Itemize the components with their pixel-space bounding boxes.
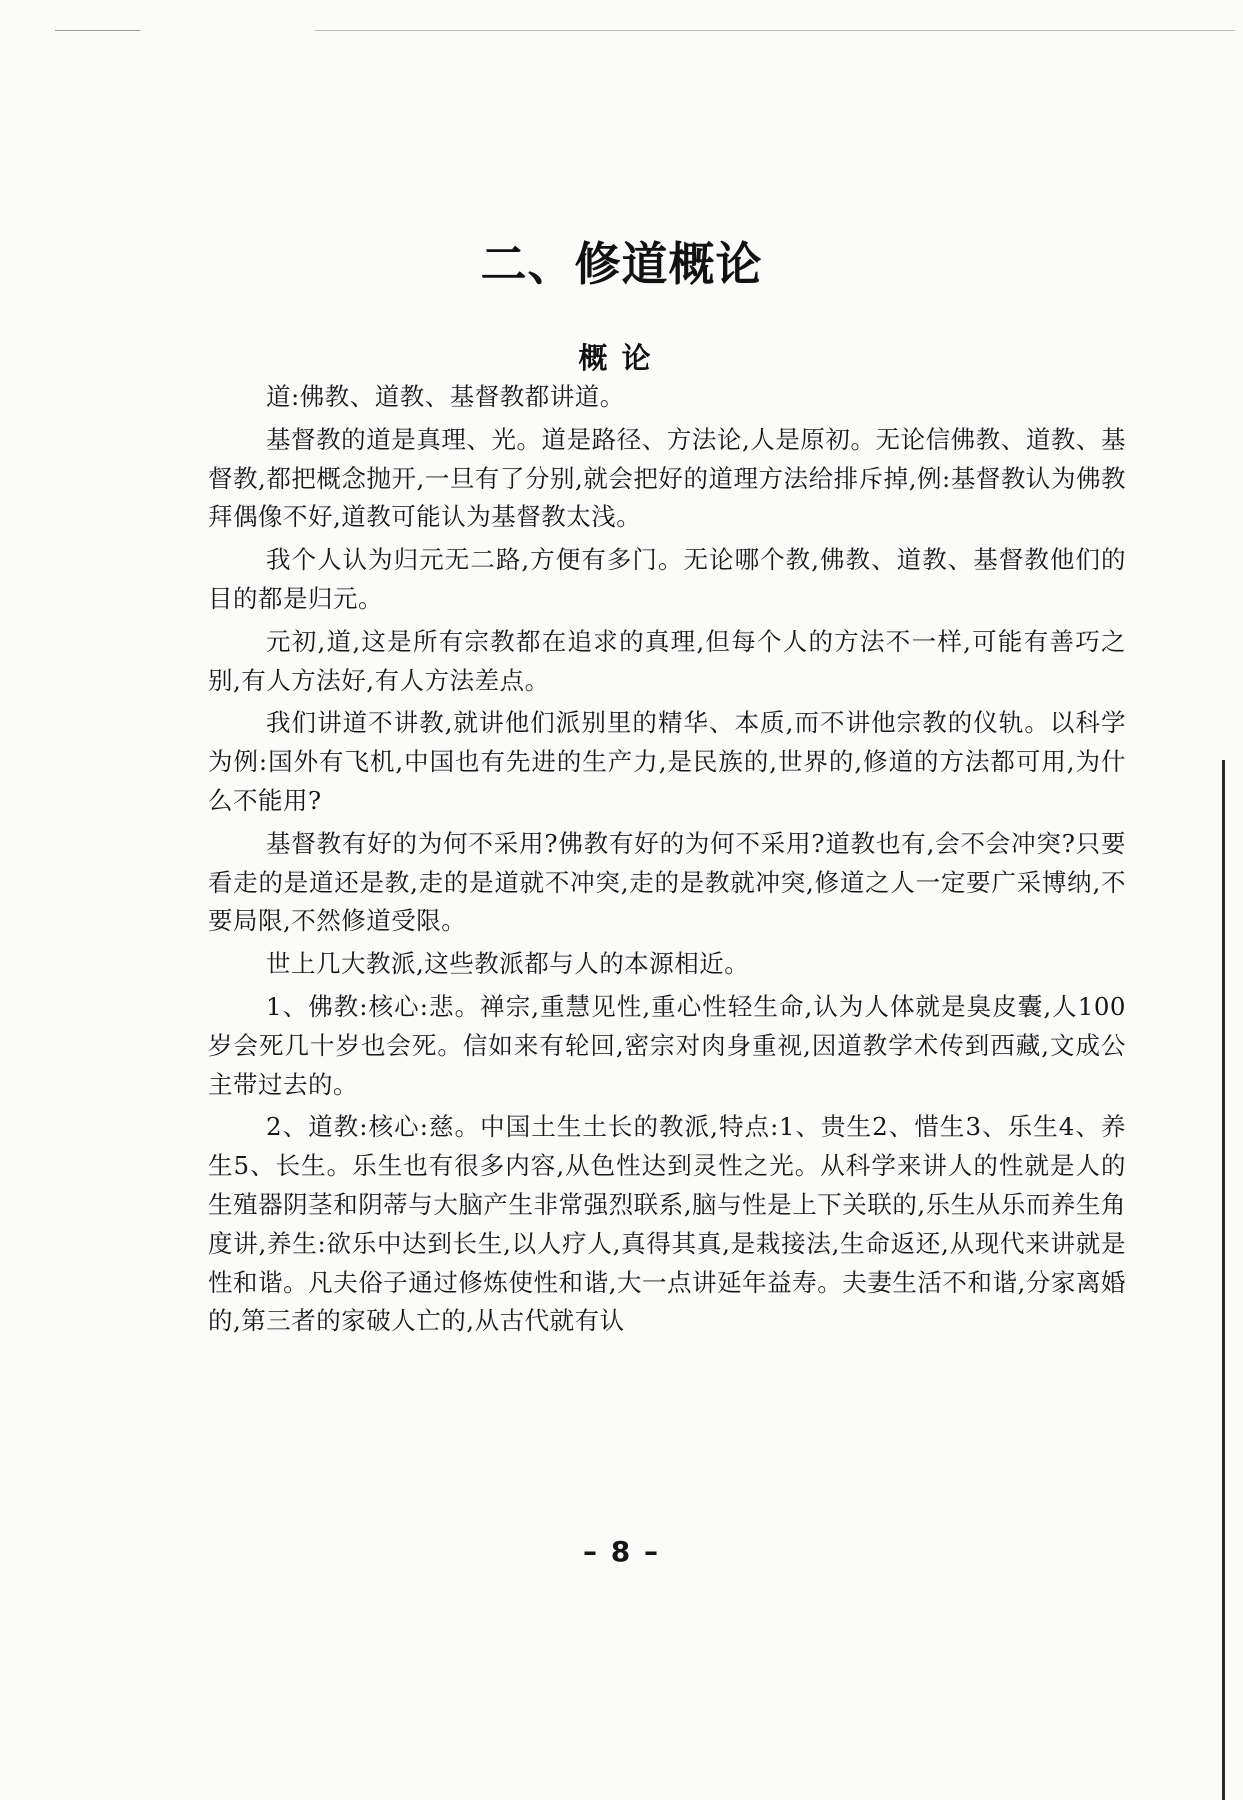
paragraph: 我个人认为归元无二路,方便有多门。无论哪个教,佛教、道教、基督教他们的目的都是归元。: [208, 545, 1126, 613]
scan-artifact-line: [55, 30, 1235, 31]
scan-artifact-edge: [1222, 760, 1225, 1800]
section-title: 概论: [578, 341, 665, 375]
paragraph: 1、佛教:核心:悲。禅宗,重慧见性,重心性轻生命,认为人体就是臭皮囊,人100岁会死几十岁也会死。信如来有轮回,密宗对肉身重视,因道教学术传到西藏,文成公主带过去的。: [208, 991, 1126, 1099]
paragraph: 我们讲道不讲教,就讲他们派别里的精华、本质,而不讲他宗教的仪轨。以科学为例:国外有飞机,中国也有先进的生产力,是民族的,世界的,修道的方法都可用,为什么不能用?: [208, 708, 1126, 815]
paragraph: 基督教的道是真理、光。道是路径、方法论,人是原初。无论信佛教、道教、基督教,都把概念抛开,一旦有了分别,就会把好的道理方法给排斥掉,例:基督教认为佛教拜偶像不好,道教可能认为基督教太浅。: [208, 424, 1126, 532]
chapter-title: 二、修道概论: [480, 237, 763, 291]
paragraph: 道:佛教、道教、基督教都讲道。: [266, 382, 625, 411]
page-number: – 8 –: [583, 1535, 660, 1568]
paragraph: 2、道教:核心:慈。中国土生土长的教派,特点:1、贵生2、惜生3、乐生4、养生5、长生。乐生也有很多内容,从色性达到灵性之光。从科学来讲人的性就是人的生殖器阴茎和阴蒂与大脑产生非常强烈联系,脑与性是上下关联的,乐生从乐而养生角度讲,养生:欲乐中达到长生,以人疗人,真得其真,是栽接法,生命返还,从现代来讲就是性和谐。凡夫俗子通过修炼使性和谐,大一点讲延年益寿。夫妻生活不和谐,分家离婚的,第三者的家破人亡的,从古代就有认: [208, 1112, 1126, 1336]
body-text: [208, 378, 1126, 1345]
paragraph: 世上几大教派,这些教派都与人的本源相近。: [266, 949, 750, 979]
paragraph: 基督教有好的为何不采用?佛教有好的为何不采用?道教也有,会不会冲突?只要看走的是道还是教,走的是道就不冲突,走的是教就冲突,修道之人一定要广采博纳,不要局限,不然修道受限。: [208, 828, 1126, 936]
paragraph: 元初,道,这是所有宗教都在追求的真理,但每个人的方法不一样,可能有善巧之别,有人方法好,有人方法差点。: [208, 626, 1126, 695]
